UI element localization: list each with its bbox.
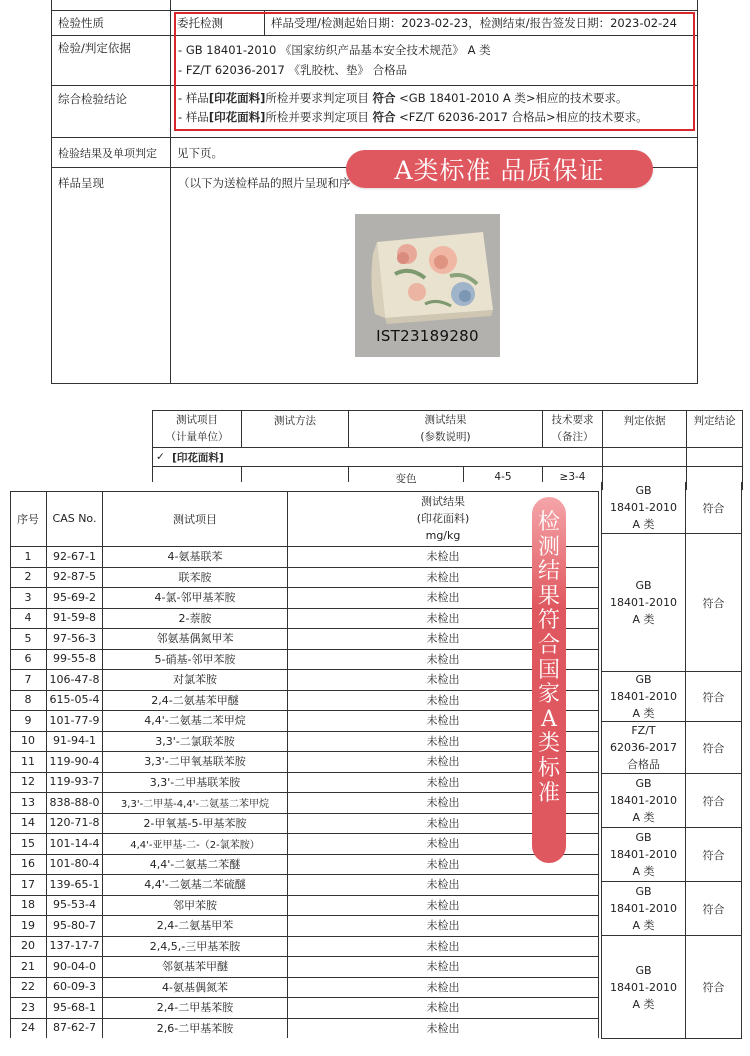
verdict-basis-line: GB (635, 831, 652, 844)
table-cell-result: 未检出 (426, 734, 460, 748)
vertical-banner-char: 符 (537, 608, 560, 634)
vertical-banner-char: 标 (537, 755, 560, 781)
verdict-group (601, 534, 742, 672)
table-cell-result: 未检出 (426, 837, 460, 851)
verdict-basis (602, 482, 686, 533)
verdict-basis-line: A 类 (632, 997, 655, 1011)
verdict-basis (602, 828, 686, 881)
vertical-banner-char: 合 (537, 632, 560, 658)
table-cell-cas: 137-17-7 (49, 939, 100, 953)
header-item-unit: （计量单位） (165, 431, 229, 443)
table-cell-no: 18 (21, 898, 35, 912)
table-cell-no: 14 (21, 816, 35, 830)
vertical-banner-char: A (541, 706, 557, 732)
sample-value: （以下为送检样品的照片呈现和序 (178, 176, 351, 190)
verdict-basis-line: 18401-2010 (610, 596, 677, 609)
results-value: 见下页。 (177, 145, 223, 160)
table-cell-no: 17 (21, 877, 35, 891)
partial-cell: 4-5 (494, 471, 512, 483)
table-cell-cas: 90-04-0 (53, 959, 96, 973)
verdict-basis (602, 882, 686, 935)
verdict-result: 符合 (702, 690, 725, 704)
table-cell-result: 未检出 (426, 755, 460, 769)
conclusion-item: - 样品[印花面料]所检并要求判定项目 符合 <GB 18401-2010 A 类>相应的技术要求。 (178, 91, 628, 105)
vertical-banner-char: 家 (537, 682, 560, 708)
verdict-group (601, 882, 742, 936)
table-cell-result: 未检出 (426, 632, 460, 646)
table-cell-result: 未检出 (426, 591, 460, 605)
table-cell-cas: 101-77-9 (49, 713, 100, 727)
azo-results-table (10, 491, 599, 1038)
vertical-banner-char: 准 (537, 780, 560, 806)
side-verdict-column (601, 482, 743, 1039)
table-cell-result: 未检出 (426, 960, 460, 974)
col-header-item: 测试项目 (173, 512, 217, 526)
table-cell-no: 24 (21, 1021, 35, 1035)
table-cell-item: 3,3'-二氯联苯胺 (155, 734, 235, 748)
verdict-basis-line: GB (635, 885, 652, 898)
table-cell-item: 2,4-二甲基苯胺 (156, 1001, 234, 1015)
section-name: [印花面料] (172, 451, 224, 464)
header-verdict: 判定结论 (693, 414, 736, 427)
verdict-basis-line: A 类 (632, 811, 655, 824)
test-nature-value: 委托检测 (177, 16, 223, 30)
table-cell-item: 4,4'-二氨基二苯硫醚 (144, 878, 246, 892)
table-cell-item: 2-甲氧基-5-甲基苯胺 (143, 816, 247, 830)
table-cell-cas: 139-65-1 (49, 877, 100, 891)
header-req-note: （备注） (551, 431, 594, 443)
table-cell-cas: 95-53-4 (53, 898, 96, 912)
table-cell-cas: 97-56-3 (53, 631, 96, 645)
table-cell-item: 3,3'-二甲基-4,4'-二氨基二苯甲烷 (120, 798, 270, 810)
verdict-basis-line: 18401-2010 (610, 690, 677, 703)
table-cell-item: 4-氨基联苯 (167, 550, 223, 564)
verdict-basis-line: A 类 (632, 707, 655, 720)
verdict-basis-line: GB (635, 579, 652, 592)
table-cell-item: 2,4-二氨基苯甲醚 (151, 693, 239, 707)
label-test-nature: 检验性质 (58, 16, 104, 30)
table-cell-no: 15 (21, 836, 35, 850)
table-cell-item: 2,4,5,-三甲基苯胺 (149, 939, 241, 953)
partial-cell: 变色 (395, 473, 417, 483)
table-cell-no: 22 (21, 980, 35, 994)
label-conclusion: 综合检验结论 (58, 92, 127, 106)
table-cell-cas: 95-69-2 (53, 590, 96, 604)
label-sample: 样品呈现 (58, 176, 104, 190)
table-cell-no: 19 (21, 918, 35, 932)
col-header-result-line: 测试结果 (421, 495, 465, 508)
table-cell-result: 未检出 (426, 673, 460, 687)
header-basis: 判定依据 (623, 414, 666, 427)
header-req-label: 技术要求 (551, 414, 594, 426)
verdict-group (601, 774, 742, 828)
table-cell-result: 未检出 (426, 816, 460, 830)
table-cell-cas: 92-67-1 (53, 549, 96, 563)
col-header-result-line: mg/kg (425, 529, 461, 542)
table-cell-cas: 99-55-8 (53, 652, 96, 666)
verdict-basis-line: A 类 (632, 865, 655, 878)
table-cell-item: 邻氨基苯甲醚 (162, 960, 228, 974)
header-item (153, 411, 241, 447)
table-cell-no: 10 (21, 734, 35, 748)
col-header-no: 序号 (17, 512, 39, 526)
verdict-basis-line: 18401-2010 (610, 794, 677, 807)
table-cell-item: 3,3'-二甲氧基联苯胺 (144, 755, 246, 769)
verdict-group (601, 828, 742, 882)
verdict-basis (602, 534, 686, 671)
table-cell-cas: 60-09-3 (53, 980, 96, 994)
verdict-result: 符合 (702, 596, 725, 610)
verdict-basis-line: A 类 (632, 613, 655, 626)
table-cell-item: 对氯苯胺 (173, 673, 217, 687)
verdict-basis-line: 18401-2010 (610, 902, 677, 915)
table-cell-result: 未检出 (426, 714, 460, 728)
table-cell-item: 邻甲苯胺 (173, 898, 217, 912)
label-basis: 检验/判定依据 (58, 41, 131, 55)
table-cell-cas: 119-93-7 (49, 775, 100, 789)
table-cell-no: 6 (24, 652, 32, 666)
table-cell-item: 4,4'-二氨基二苯甲烷 (144, 714, 246, 728)
table-cell-no: 9 (24, 713, 32, 727)
table-cell-result: 未检出 (426, 878, 460, 892)
table-cell-no: 13 (21, 795, 35, 809)
table-cell-cas: 101-80-4 (49, 857, 100, 871)
table-cell-item: 4-氯-邻甲基苯胺 (154, 591, 236, 605)
table-cell-cas: 119-90-4 (49, 754, 100, 768)
conclusion-item: - 样品[印花面料]所检并要求判定项目 符合 <FZ/T 62036-2017 合格品>相应的技术要求。 (178, 110, 648, 124)
table-cell-no: 7 (24, 672, 32, 686)
verdict-group (601, 482, 742, 534)
table-cell-cas: 101-14-4 (49, 836, 100, 850)
test-dates: 样品受理/检测起始日期：2023-02-23，检测结束/报告签发日期：2023-02-24 (271, 16, 677, 30)
table-cell-item: 4,4'-亚甲基-二-（2-氯苯胺） (130, 839, 260, 851)
table-cell-cas: 120-71-8 (49, 816, 100, 830)
section-label (156, 448, 356, 466)
verdict-basis (602, 936, 686, 1038)
table-cell-result: 未检出 (426, 775, 460, 789)
table-cell-no: 8 (24, 693, 32, 707)
table-cell-result: 未检出 (426, 570, 460, 584)
verdict-basis-line: 18401-2010 (610, 501, 677, 514)
table-cell-cas: 87-62-7 (53, 1021, 96, 1035)
verdict-basis (602, 672, 686, 721)
verdict-basis (602, 774, 686, 827)
vertical-banner-char: 结 (537, 559, 560, 585)
table-cell-item: 4-氨基偶氮苯 (162, 980, 228, 994)
table-cell-result: 未检出 (426, 980, 460, 994)
header-requirement (543, 411, 602, 447)
verdict-basis-line: GB (635, 777, 652, 790)
table-cell-no: 20 (21, 939, 35, 953)
vertical-banner-char: 检 (537, 510, 560, 535)
vertical-banner (532, 497, 566, 863)
table-cell-cas: 106-47-8 (49, 672, 100, 686)
table-cell-result: 未检出 (426, 550, 460, 564)
table-cell-item: 2-萘胺 (178, 611, 212, 625)
sample-photo (355, 214, 500, 357)
basis-item: - FZ/T 62036-2017 《乳胶枕、垫》 合格品 (178, 63, 408, 77)
vertical-banner-char: 果 (537, 583, 560, 609)
table-cell-cas: 95-68-1 (53, 1000, 96, 1014)
verdict-group (601, 936, 742, 1039)
verdict-basis-line: GB (635, 963, 652, 977)
vertical-banner-char: 国 (537, 657, 560, 683)
vertical-banner-char: 类 (537, 731, 560, 757)
table-cell-no: 3 (24, 590, 32, 604)
header-result-note: (参数说明) (420, 431, 471, 443)
verdict-basis-line: A 类 (632, 919, 655, 932)
table-cell-result: 未检出 (426, 1001, 460, 1015)
verdict-result: 符合 (702, 848, 725, 862)
table-cell-no: 1 (24, 549, 32, 563)
verdict-result: 符合 (702, 902, 725, 916)
table-cell-no: 4 (24, 611, 32, 625)
table-cell-result: 未检出 (426, 611, 460, 625)
highlight-box (174, 12, 695, 131)
verdict-basis-line: FZ/T (631, 724, 656, 737)
table-cell-item: 邻氨基偶氮甲苯 (156, 632, 234, 646)
table-cell-item: 4,4'-二氨基二苯醚 (149, 857, 241, 871)
table-cell-result: 未检出 (426, 939, 460, 953)
basis-item: - GB 18401-2010 《国家纺织产品基本安全技术规范》 A 类 (178, 43, 491, 57)
table-cell-result: 未检出 (426, 796, 460, 810)
table-cell-no: 11 (21, 754, 35, 768)
table-cell-item: 联苯胺 (178, 570, 212, 584)
verdict-result: 符合 (702, 741, 725, 755)
verdict-basis-line: GB (635, 484, 652, 497)
table-cell-result: 未检出 (426, 693, 460, 707)
verdict-basis-line: 18401-2010 (610, 980, 677, 994)
header-result (349, 411, 542, 447)
sample-code: IST23189280 (376, 327, 479, 345)
table-cell-no: 12 (21, 775, 35, 789)
table-cell-no: 2 (24, 570, 32, 584)
table-cell-no: 21 (21, 959, 35, 973)
table-cell-cas: 615-05-4 (49, 693, 100, 707)
check-icon: ✓ (156, 451, 165, 463)
table-cell-item: 2,4-二氨基甲苯 (156, 919, 234, 933)
verdict-basis-line: A 类 (632, 518, 655, 531)
col-header-cas: CAS No. (52, 512, 97, 525)
verdict-basis-line: 62036-2017 (610, 741, 677, 754)
table-cell-item: 5-硝基-邻甲苯胺 (154, 652, 236, 666)
quality-banner: A类标准 品质保证 (346, 150, 653, 188)
header-item-label: 测试项目 (176, 414, 218, 426)
label-results: 检验结果及单项判定 (58, 146, 157, 160)
table-cell-no: 23 (21, 1000, 35, 1014)
table-cell-result: 未检出 (426, 919, 460, 933)
table-cell-cas: 838-88-0 (49, 795, 100, 809)
verdict-basis (602, 722, 686, 773)
verdict-basis-line: 18401-2010 (610, 848, 677, 861)
verdict-result: 符合 (702, 794, 725, 808)
table-cell-result: 未检出 (426, 857, 460, 871)
vertical-banner-char: 测 (537, 534, 560, 560)
header-result-label: 测试结果 (424, 414, 467, 426)
verdict-basis-line: GB (635, 673, 652, 686)
table-cell-item: 2,6-二甲基苯胺 (156, 1021, 234, 1035)
verdict-result: 符合 (702, 501, 725, 515)
table-cell-cas: 92-87-5 (53, 570, 96, 584)
verdict-basis-line: 合格品 (627, 758, 660, 771)
verdict-result: 符合 (702, 981, 725, 994)
verdict-group (601, 722, 742, 774)
table-cell-no: 16 (21, 857, 35, 871)
table-cell-cas: 95-80-7 (53, 918, 96, 932)
table-cell-result: 未检出 (426, 1021, 460, 1035)
verdict-group (601, 672, 742, 722)
vertical-banner-text (532, 511, 566, 806)
partial-cell: ≥3-4 (559, 471, 586, 483)
header-method: 测试方法 (274, 414, 316, 427)
table-cell-item: 3,3'-二甲基联苯胺 (149, 775, 241, 789)
table-cell-result: 未检出 (426, 898, 460, 912)
table-cell-result: 未检出 (426, 652, 460, 666)
table-cell-no: 5 (24, 631, 32, 645)
table-cell-cas: 91-94-1 (53, 734, 96, 748)
col-header-result-line: (印花面料) (416, 512, 470, 525)
table-cell-cas: 91-59-8 (53, 611, 96, 625)
